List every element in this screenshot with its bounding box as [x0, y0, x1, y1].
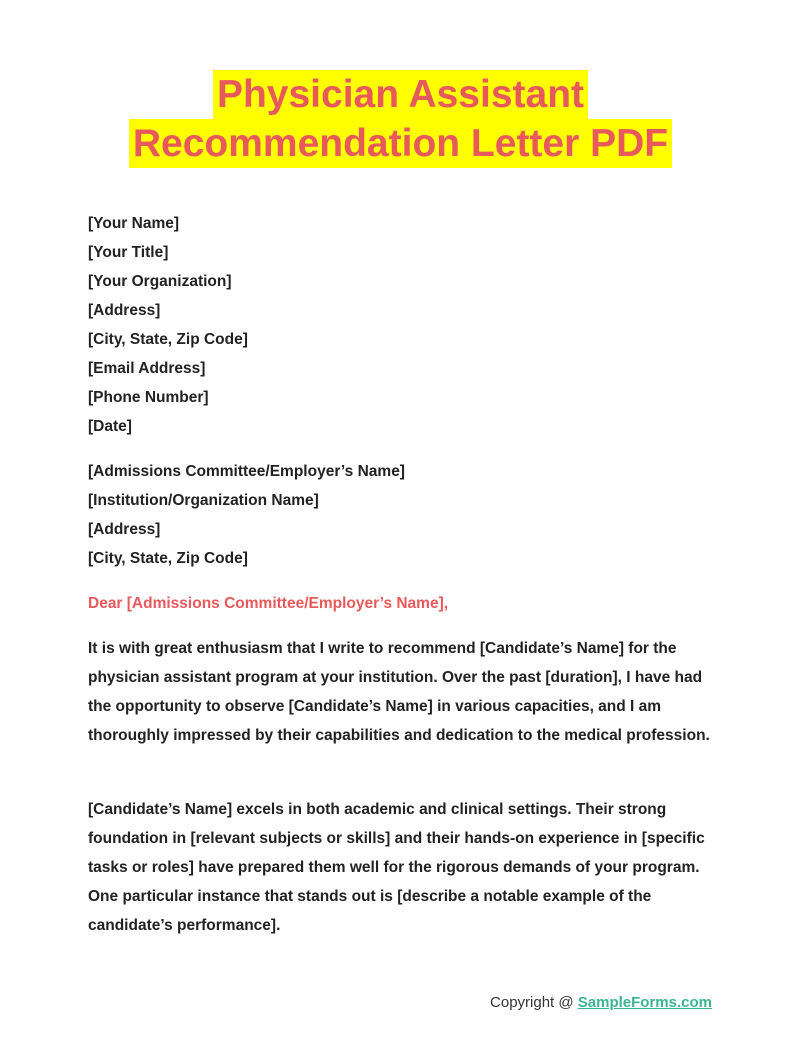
sender-address-block	[88, 209, 718, 441]
paragraph-2: [Candidate’s Name] excels in both academic and clinical settings. Their strong foundation in [relevant subjects or skills] and their hands-on experience in [specific tasks or roles] have prepared them well for the rigorous demands of your program. One particular instance that stands out is [describe a notable example of the candidate’s performance].	[88, 801, 705, 934]
recipient-name: [Admissions Committee/Employer’s Name]	[88, 463, 405, 480]
document-title	[0, 70, 801, 168]
recipient-address: [Address]	[88, 521, 161, 538]
sender-organization: [Your Organization]	[88, 273, 232, 290]
letter-date: [Date]	[88, 418, 132, 435]
sender-city-state-zip: [City, State, Zip Code]	[88, 331, 248, 348]
recipient-address-block	[88, 457, 718, 573]
sender-address: [Address]	[88, 302, 161, 319]
sender-name: [Your Name]	[88, 215, 180, 232]
paragraph-1: It is with great enthusiasm that I write to recommend [Candidate’s Name] for the physician assistant program at your institution. Over the past [duration], I have had the opportunity to observe [Candidate’s Name] in various capacities, and I am thoroughly impressed by their capabilities and dedication to the medical profession.	[88, 640, 710, 744]
title-line-1: Physician Assistant	[213, 70, 588, 119]
sender-email: [Email Address]	[88, 360, 206, 377]
copyright-text: Copyright @	[490, 994, 574, 1011]
recipient-city-state-zip: [City, State, Zip Code]	[88, 550, 248, 567]
footer-copyright	[490, 991, 712, 1015]
title-line-2: Recommendation Letter PDF	[129, 119, 672, 168]
sampleforms-link[interactable]: SampleForms.com	[577, 994, 712, 1011]
salutation: Dear [Admissions Committee/Employer’s Name],	[88, 595, 449, 612]
recipient-organization: [Institution/Organization Name]	[88, 492, 319, 509]
sender-phone: [Phone Number]	[88, 389, 209, 406]
sender-title: [Your Title]	[88, 244, 169, 261]
